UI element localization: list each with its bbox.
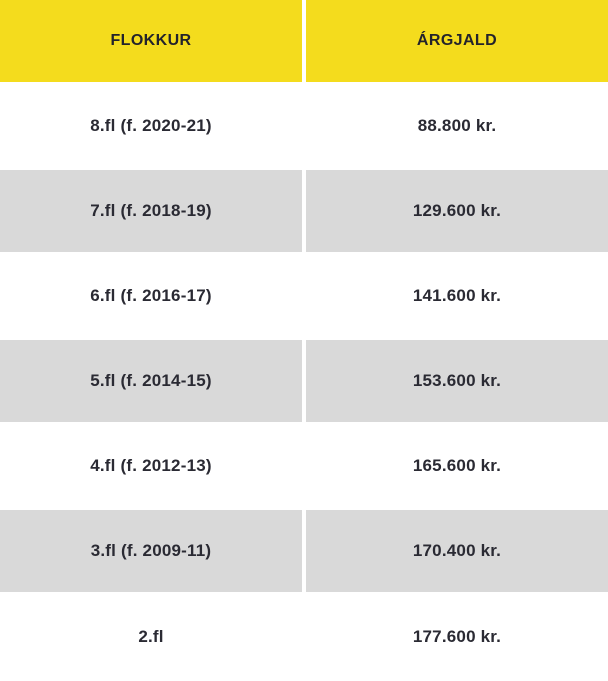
category-cell: 4.fl (f. 2012-13): [0, 422, 302, 510]
category-cell: 5.fl (f. 2014-15): [0, 340, 302, 422]
header-annual-fee: ÁRGJALD: [306, 0, 608, 82]
table-row: [0, 340, 608, 422]
table-row: [0, 422, 608, 510]
fee-cell: 165.600 kr.: [306, 422, 608, 510]
fee-cell: 170.400 kr.: [306, 510, 608, 592]
fee-cell: 177.600 kr.: [306, 592, 608, 681]
category-cell: 2.fl: [0, 592, 302, 681]
table-header-row: [0, 0, 608, 82]
table-row: [0, 510, 608, 592]
fee-cell: 129.600 kr.: [306, 170, 608, 252]
fee-cell: 153.600 kr.: [306, 340, 608, 422]
header-category: FLOKKUR: [0, 0, 302, 82]
table-row: [0, 170, 608, 252]
table-row: [0, 82, 608, 170]
category-cell: 8.fl (f. 2020-21): [0, 82, 302, 170]
table-row: [0, 592, 608, 681]
table-row: [0, 252, 608, 340]
category-cell: 6.fl (f. 2016-17): [0, 252, 302, 340]
category-cell: 3.fl (f. 2009-11): [0, 510, 302, 592]
category-cell: 7.fl (f. 2018-19): [0, 170, 302, 252]
fee-cell: 141.600 kr.: [306, 252, 608, 340]
fee-cell: 88.800 kr.: [306, 82, 608, 170]
